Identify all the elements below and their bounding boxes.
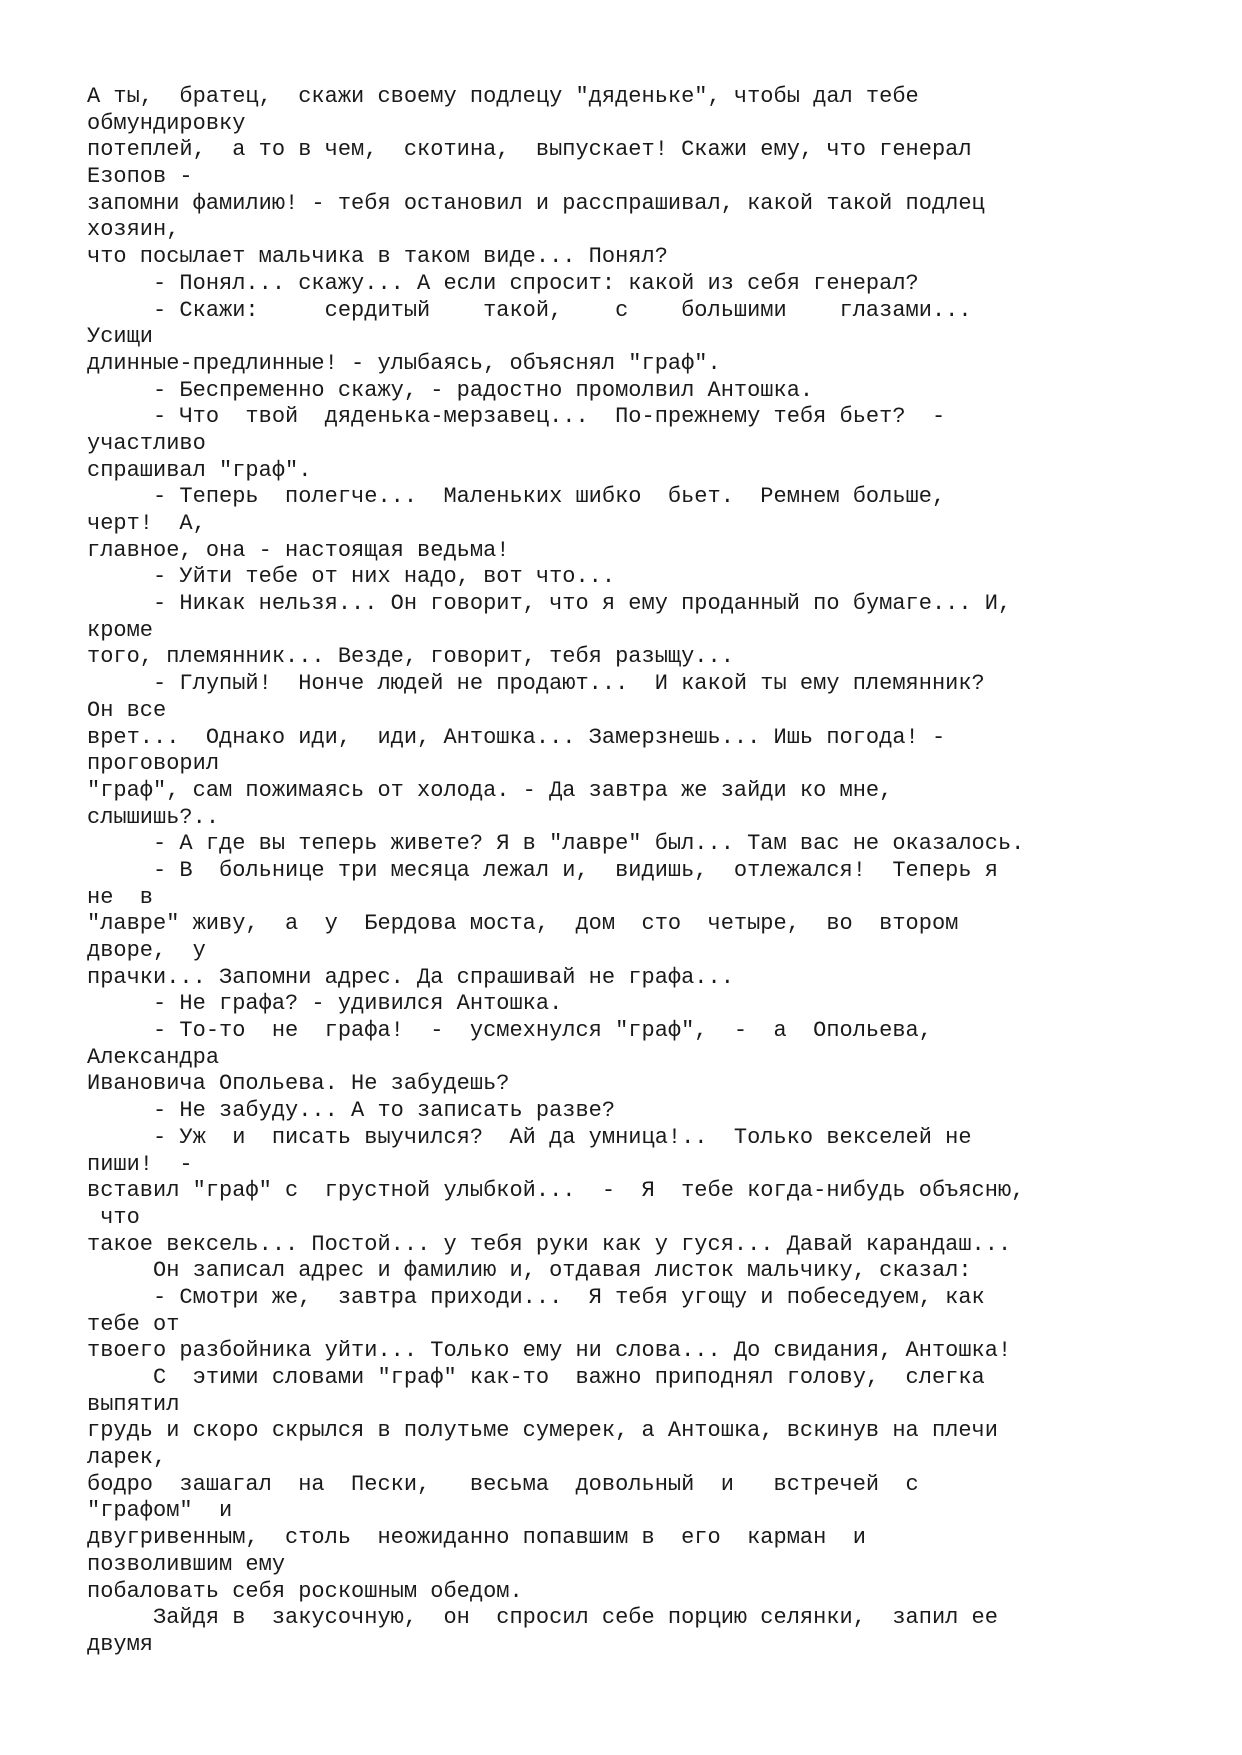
text-line: ларек, [87,1445,167,1471]
text-line: двумя [87,1631,154,1657]
text-line: что [87,1204,140,1230]
text-line: прачки... Запомни адрес. Да спрашивай не графа... [87,964,734,990]
text-line: - Уж и писать выучился? Ай да умница!.. Только векселей не [87,1124,972,1150]
text-line: - Скажи: сердитый такой, с большими глазами... [87,297,972,323]
text-line: кроме [87,617,154,643]
text-line: - Понял... скажу... А если спросит: какой из себя генерал? [87,270,919,296]
text-line: - Что твой дяденька-мерзавец... По-прежнему тебя бьет? - [87,404,946,430]
text-line: пиши! - [87,1151,193,1177]
text-line: твоего разбойника уйти... Только ему ни слова... До свидания, Антошка! [87,1338,1012,1364]
text-line: позволившим ему [87,1551,286,1577]
text-line: - То-то не графа! - усмехнулся "граф", - а Опольева, [87,1018,932,1044]
text-line: дворе, у [87,938,206,963]
text-line: бодро зашагал на Пески, весьма довольный и встречей с [87,1471,919,1497]
text-line: - Смотри же, завтра приходи... Я тебя угощу и побеседуем, как [87,1284,985,1310]
text-line: Езопов - [87,164,193,190]
text-line: - В больнице три месяца лежал и, видишь, отлежался! Теперь я [87,857,998,883]
text-line: "лавре" живу, а у Бердова моста, дом сто четыре, во втором [87,911,959,937]
text-line: запомни фамилию! - тебя остановил и расспрашивал, какой такой подлец [87,190,985,216]
text-line: С этими словами "граф" как-то важно приподнял голову, слегка [87,1365,985,1390]
text-line: спрашивал "граф". [87,457,312,483]
text-line: - Беспременно скажу, - радостно промолвил Антошка. [87,377,814,403]
text-line: участливо [87,430,206,456]
text-line: Зайдя в закусочную, он спросил себе порцию селянки, запил ее [87,1605,998,1631]
text-line: тебе от [87,1311,180,1337]
text-line: грудь и скоро скрылся в полутьме сумерек, а Антошка, вскинув на плечи [87,1418,998,1444]
text-line: хозяин, [87,217,180,243]
text-line: Ивановича Опольева. Не забудешь? [87,1071,510,1097]
text-line: - А где вы теперь живете? Я в "лавре" был... Там вас не оказалось. [87,831,1025,857]
text-line: побаловать себя роскошным обедом. [87,1578,523,1604]
document-text [87,84,1207,1659]
text-line: не в [87,884,154,910]
text-line: слышишь?.. [87,804,220,830]
text-line: черт! А, [87,511,206,536]
text-line: Он все [87,697,167,723]
text-line: главное, она - настоящая ведьма! [87,537,510,563]
text-line: "графом" и [87,1498,233,1524]
text-line: что посылает мальчика в таком виде... Понял? [87,244,668,270]
text-line: - Теперь полегче... Маленьких шибко бьет. Ремнем больше, [87,484,946,510]
text-line: длинные-предлинные! - улыбаясь, объяснял "граф". [87,350,721,376]
text-line: обмундировку [87,110,246,136]
text-line: Он записал адрес и фамилию и, отдавая листок мальчику, сказал: [87,1258,972,1284]
text-line: такое вексель... Постой... у тебя руки как у гуся... Давай карандаш... [87,1231,1012,1257]
text-line: - Не забуду... А то записать разве? [87,1098,616,1124]
text-line: "граф", сам пожимаясь от холода. - Да завтра же зайди ко мне, [87,777,893,803]
text-line: двугривенным, столь неожиданно попавшим в его карман и [87,1525,866,1551]
text-line: проговорил [87,751,220,777]
text-line: выпятил [87,1391,180,1417]
text-line: - Не графа? - удивился Антошка. [87,991,563,1017]
text-line: - Никак нельзя... Он говорит, что я ему проданный по бумаге... И, [87,591,1012,617]
text-line: вставил "граф" с грустной улыбкой... - Я тебе когда-нибудь объясню, [87,1178,1025,1204]
text-line: Усищи [87,324,154,350]
text-line: потеплей, а то в чем, скотина, выпускает! Скажи ему, что генерал [87,137,972,163]
text-line: А ты, братец, скажи своему подлецу "дяденьке", чтобы дал тебе [87,84,919,109]
text-line: Александра [87,1044,220,1070]
text-line: - Уйти тебе от них надо, вот что... [87,564,616,590]
text-line: - Глупый! Нонче людей не продают... И какой ты ему племянник? [87,671,985,697]
text-line: того, племянник... Везде, говорит, тебя разыщу... [87,644,734,670]
text-line: врет... Однако иди, иди, Антошка... Замерзнешь... Ишь погода! - [87,724,946,750]
